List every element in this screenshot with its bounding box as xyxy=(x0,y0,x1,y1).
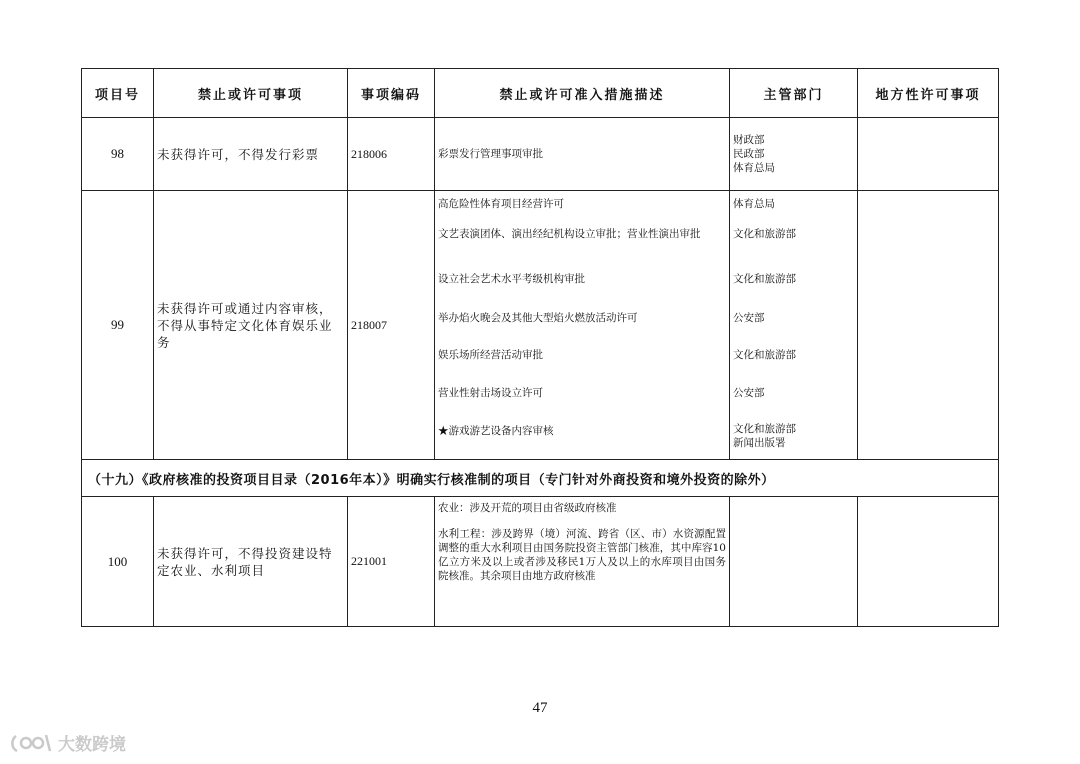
section-row xyxy=(82,460,999,497)
item-code: 218007 xyxy=(348,191,435,460)
dept-text: 公安部 xyxy=(733,387,765,399)
dept-cell xyxy=(730,497,858,627)
header-local: 地方性许可事项 xyxy=(858,69,999,118)
watermark-text: 大数跨境 xyxy=(58,735,126,755)
measure-text: 水利工程：涉及跨界（境）河流、跨省（区、市）水资源配置调整的重大水利项目由国务院投资主管部门核准，其中库容10亿立方米及以上或者涉及移民1万人及以上的水库项目由国务院核准。其余项目由地方政府核准 xyxy=(438,528,726,582)
table-row xyxy=(82,497,999,627)
item-code: 218006 xyxy=(348,118,435,191)
measure-text: 彩票发行管理事项审批 xyxy=(435,118,730,191)
header-item-no: 项目号 xyxy=(82,69,154,118)
measure-text: 高危险性体育项目经营许可 xyxy=(438,198,564,210)
measure-text: 营业性射击场设立许可 xyxy=(438,387,543,399)
item-name: 未获得许可，不得投资建设特定农业、水利项目 xyxy=(154,497,348,627)
item-no: 100 xyxy=(82,497,154,627)
item-code: 221001 xyxy=(348,497,435,627)
watermark xyxy=(10,730,126,755)
measure-text: 文艺表演团体、演出经纪机构设立审批；营业性演出审批 xyxy=(438,228,701,240)
dept-text: 文化和旅游部 xyxy=(733,228,796,240)
dept-text: 体育总局 xyxy=(733,198,775,210)
measure-text: 举办焰火晚会及其他大型焰火燃放活动许可 xyxy=(438,312,638,324)
local-cell xyxy=(858,497,999,627)
item-no: 99 xyxy=(82,191,154,460)
dept-text: 财政部 xyxy=(733,134,765,146)
header-row xyxy=(82,69,999,118)
dept-text: 文化和旅游部 新闻出版署 xyxy=(733,423,796,449)
item-name: 未获得许可，不得发行彩票 xyxy=(154,118,348,191)
dept-text: 文化和旅游部 xyxy=(733,273,796,285)
measure-text: ★游戏游艺设备内容审核 xyxy=(438,425,554,437)
header-dept: 主管部门 xyxy=(730,69,858,118)
measure-text: 娱乐场所经营活动审批 xyxy=(438,349,543,361)
item-no: 98 xyxy=(82,118,154,191)
permit-table xyxy=(81,68,999,627)
header-item: 禁止或许可事项 xyxy=(154,69,348,118)
measure-text: 农业：涉及开荒的项目由省级政府核准 xyxy=(438,502,617,514)
watermark-logo-icon xyxy=(10,732,52,754)
table-row xyxy=(82,118,999,191)
dept-text: 公安部 xyxy=(733,312,765,324)
dept-text: 文化和旅游部 xyxy=(733,349,796,361)
dept-cell xyxy=(730,118,858,191)
page-number: 47 xyxy=(532,700,548,716)
header-code: 事项编码 xyxy=(348,69,435,118)
measure-text: 设立社会艺术水平考级机构审批 xyxy=(438,273,585,285)
measures-cell xyxy=(435,497,730,627)
local-cell xyxy=(858,118,999,191)
dept-cell xyxy=(730,191,858,460)
measures-cell xyxy=(435,191,730,460)
table-row xyxy=(82,191,999,460)
section-title: （十九）《政府核准的投资项目目录（2016年本）》明确实行核准制的项目（专门针对外商投资和境外投资的除外） xyxy=(82,460,999,497)
local-cell xyxy=(858,191,999,460)
dept-text: 体育总局 xyxy=(733,162,775,174)
header-measures: 禁止或许可准入措施描述 xyxy=(435,69,730,118)
dept-text: 民政部 xyxy=(733,148,765,160)
item-name: 未获得许可或通过内容审核，不得从事特定文化体育娱乐业务 xyxy=(154,191,348,460)
